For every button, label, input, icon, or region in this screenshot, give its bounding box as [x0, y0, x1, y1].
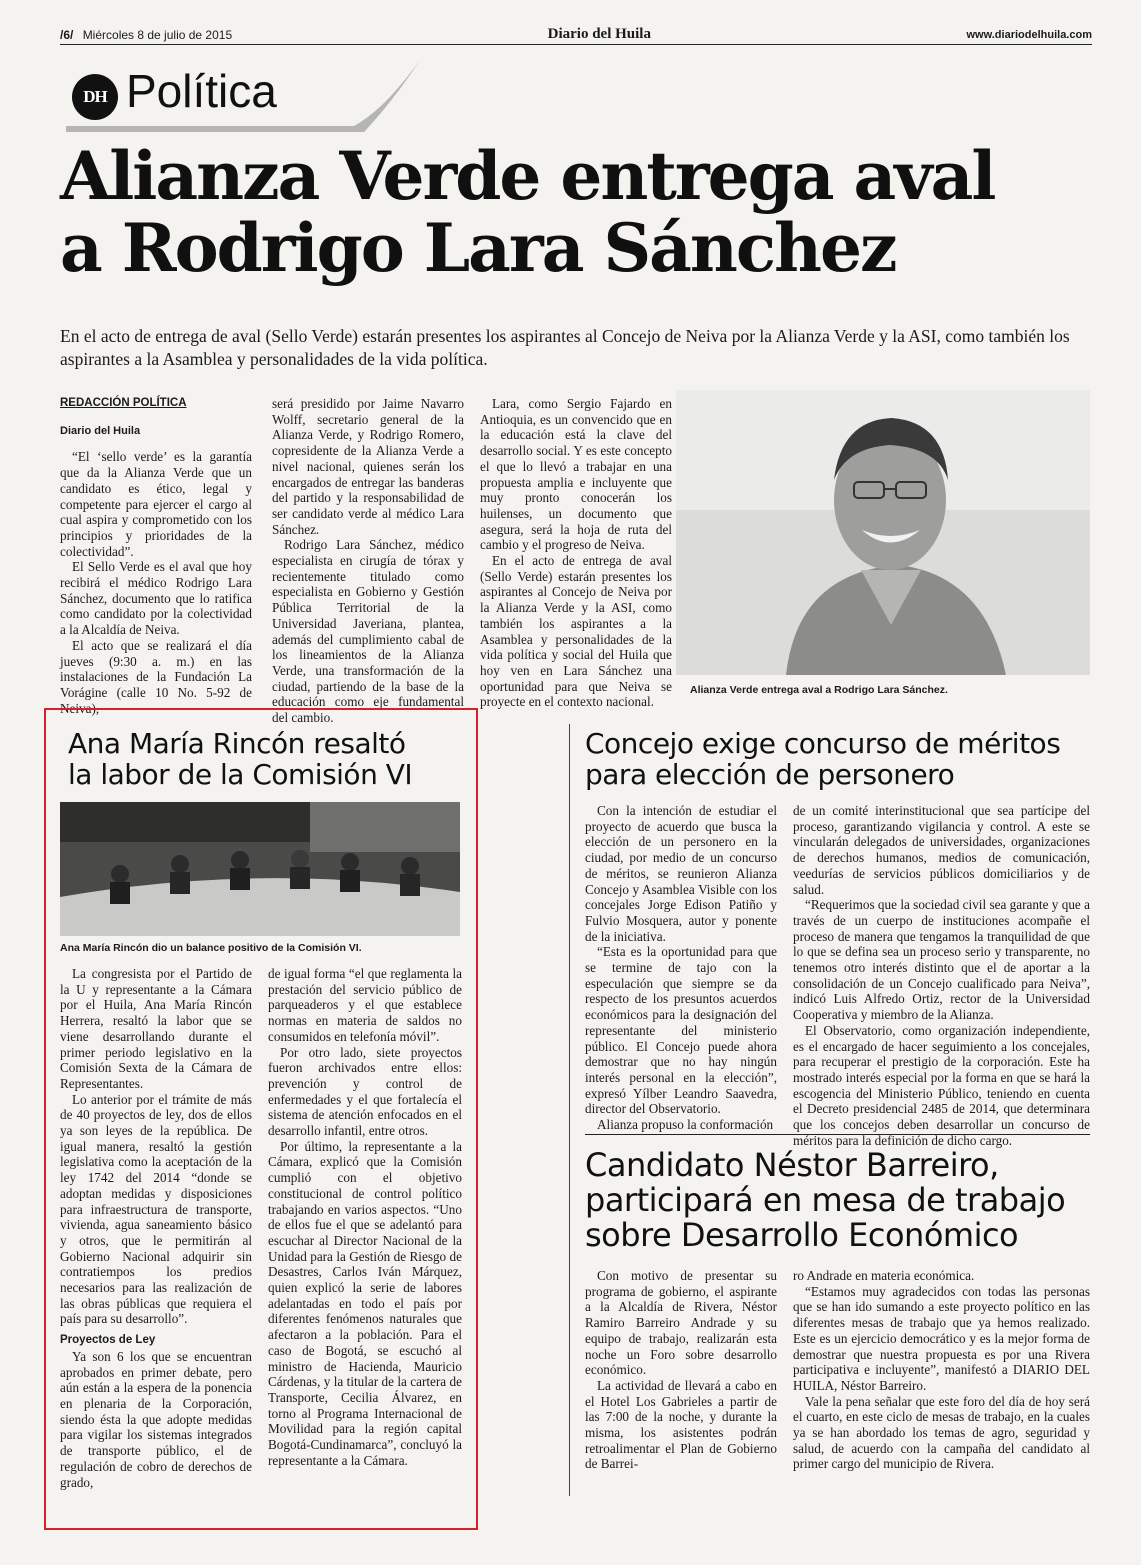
paragraph: será presidido por Jaime Navarro Wolff, secretario general de la Alianza Verde, y Rodrigo Romero, copresidente de la Alianza Verde a nivel nacional, quienes serán los encargados de entregar las banderas del partido y la responsabilidad de ser candidato verde al médico Lara Sánchez.: [272, 396, 464, 537]
brand-prefix: Diario del: [547, 26, 616, 42]
page-date: Miércoles 8 de julio de 2015: [82, 27, 233, 42]
paragraph: Lara, como Sergio Fajardo en Antioquia, es un convencido que en la educación está la clave del desarrollo social. Y es este concepto el que lo llevó a trabajar en una propuesta amplia e incluyente que muy pronto conocerán los huilenses, un documento que asegura, será la hoja de ruta del cambio y el progreso de Neiva.: [480, 396, 672, 553]
barreiro-headline: [585, 1148, 1095, 1253]
paragraph: Ya son 6 los que se encuentran aprobados en primer debate, pero aún están a la espera de la ponencia en plenaria de la Corporación, siendo ésta la que adopte medidas para vigilar los sistemas integrados de transporte público, el de regulación de cobro de derechos de grado,: [60, 1348, 252, 1490]
dh-logo: DH: [72, 74, 118, 120]
candidate-photo-caption: Alianza Verde entrega aval a Rodrigo Lara Sánchez.: [690, 684, 948, 696]
commission-meeting-image: [60, 802, 460, 936]
paragraph: Por otro lado, siete proyectos fueron archivados entre ellos: prevención y control de enfermedades y el que fortalecía el sistema de atención enfocados en el desarrollo infantil, entre otros.: [268, 1044, 462, 1139]
main-col-2: [272, 396, 464, 726]
barreiro-col-1: [585, 1268, 777, 1472]
paragraph: “Requerimos que la sociedad civil sea garante y que a través de un cuerpo de instituciones acompañe el proceso de manera que tengamos la tranquilidad de que lo que se defina sea un proceso serio y transparente, no tenemos otro interés distinto que el de aportar a la consolidación de un Concejo cualificado para Neiva”, indicó Luis Alfredo Ortiz, rector de la Universidad Cooperativa y miembro de la Alianza.: [793, 897, 1090, 1023]
concejo-col-1: [585, 803, 777, 1133]
paragraph: La actividad de llevará a cabo en el Hotel Los Gabrieles a partir de las 7:00 de la noche, y durante la misma, los asistentes podrán retroalimentar el Plan de Gobierno de Barrei-: [585, 1377, 777, 1472]
main-col-1: [60, 396, 252, 716]
barreiro-headline-line-1: Candidato Néstor Barreiro,: [585, 1146, 999, 1184]
paragraph: Con la intención de estudiar el proyecto de acuerdo que busca la elección de un personero en la ciudad, por medio de un concurso de méritos, se reunieron Alianza Concejo y Asamblea Visible con los concejales Jorge Edison Patiño y Fulvio Mosquera, autor y ponente de la iniciativa.: [585, 803, 777, 944]
candidate-portrait: [676, 390, 1090, 675]
article-divider: [585, 1134, 1090, 1135]
rincon-col-2: [268, 966, 462, 1469]
paragraph: Por último, la representante a la Cámara, explicó que la Comisión cumplió con el objetivo constitucional de control político trabajando en varios aspectos. “Uno de ellos fue el que se adelantó para escuchar al Director Nacional de la Unidad para la Gestión de Riesgo de Desastres, Carlos Iván Márquez, quien explicó la serie de labores adelantadas en todo el país por diferentes fenómenos naturales que afectaron a la población. Para el caso de Bogotá, se escuchó al ministro de Hacienda, Mauricio Cárdenas, y la titular de la cartera de Transporte, Cecilia Álvarez, en torno al Programa Internacional de Movilidad para la región capital Bogotá-Cundinamarca”, concluyó la representante a la Cámara.: [268, 1138, 462, 1468]
site-url: www.diariodelhuila.com: [966, 28, 1092, 41]
brand-bold: Huila: [615, 26, 651, 42]
paragraph: El Sello Verde es el aval que hoy recibirá el médico Rodrigo Lara Sánchez, documento que lo ratifica como candidato por la colectividad a la Alcaldía de Neiva.: [60, 559, 252, 638]
paragraph: Vale la pena señalar que este foro del día de hoy será el cuarto, en este ciclo de mesas de trabajo, en la cuales ya se han abordado los temas de agro, seguridad y salud, de acuerdo con la campaña del candidato al primer cargo del municipio de Rivera.: [793, 1393, 1090, 1472]
page-number: /6/: [60, 27, 74, 42]
paragraph: “Estamos muy agradecidos con todas las personas que se han ido sumando a este proyecto político en las diferentes mesas de trabajo que ya hemos realizado. Este es un ejercicio democrático y es la mejor forma de demostrar que nuestra propuesta es por una Rivera participativa e incluyente”, manifestó a DIARIO DEL HUILA, Néstor Barreiro.: [793, 1283, 1090, 1393]
rincon-headline-line-2: la labor de la Comisión VI: [68, 758, 413, 791]
barreiro-headline-line-3: sobre Desarrollo Económico: [585, 1216, 1019, 1254]
paragraph: La congresista por el Partido de la U y representante a la Cámara por el Huila, Ana María Rincón Herrera, resaltó la labor que se viene desarrollando durante el primer periodo legislativo en la Comisión Sexta de la Cámara de Representantes.: [60, 966, 252, 1091]
byline-section: REDACCIÓN POLÍTICA: [60, 397, 187, 409]
section-header: [64, 60, 424, 132]
paragraph: “Esta es la oportunidad para que se termine de tajo con la especulación que siempre se da respecto de los presuntos acuerdos económicos para la designación del representante del ministerio público. El Concejo puede ahora demostrar que no hay ningún interés personal en la elección”, expresó Yílber Leandro Saavedra, director del Observatorio.: [585, 944, 777, 1117]
concejo-col-2: [793, 803, 1090, 1148]
barreiro-headline-line-2: participará en mesa de trabajo: [585, 1181, 1066, 1219]
paragraph: Con motivo de presentar su programa de gobierno, el aspirante a la Alcaldía de Rivera, Néstor Ramiro Barreiro Andrade y su equipo de trabajo, realizarán esta noche un Foro sobre desarrollo económico.: [585, 1268, 777, 1378]
paragraph: de igual forma “el que reglamenta la prestación del servicio público de parqueaderos y el que establece normas en materia de saldos no consumidos en telefonía móvil”.: [268, 966, 462, 1044]
paragraph: Alianza propuso la conformación: [597, 1117, 774, 1133]
concejo-headline: [585, 728, 1095, 790]
paragraph: “El ‘sello verde’ es la garantía que da la Alianza Verde que un candidato es ético, legal y competente para ejercer el cargo al cual aspira y comprometido con los principios y prioridades de la colectividad”.: [60, 449, 252, 559]
lead-paragraph: En el acto de entrega de aval (Sello Verde) estarán presentes los aspirantes al Concejo de Neiva por la Alianza Verde y la ASI, como también los aspirantes a la Asamblea y personalidades de la vida política.: [60, 326, 1070, 369]
header-rule: [60, 44, 1092, 45]
barreiro-col-2: [793, 1268, 1090, 1472]
paragraph: Rodrigo Lara Sánchez, médico especialista en cirugía de tórax y recientemente titulado como especialista en Gobierno y Gestión Pública Territorial de la Universidad Javeriana, plantea, además del cumplimiento cabal de los lineamientos de la Alianza Verde, una transformación de la ciudad, partiendo de la base de la educación como eje fundamental del cambio.: [272, 537, 464, 726]
paragraph: de un comité interinstitucional que sea partícipe del proceso, garantizando vigilancia y control. A este se vincularán delegados de universidades, organizaciones de derechos humanos, medios de comunicación, veedurías de servicios públicos domiciliarios y de salud.: [793, 803, 1090, 897]
rincon-col-1: [60, 966, 252, 1490]
commission-photo: [60, 802, 460, 936]
main-col-3: [480, 396, 672, 710]
main-headline: [60, 137, 1100, 287]
concejo-headline-line-1: Concejo exige concurso de méritos: [585, 727, 1061, 760]
section-title: Política: [126, 65, 277, 117]
commission-photo-caption: Ana María Rincón dio un balance positivo de la Comisión VI.: [60, 942, 362, 954]
headline-line-2: a Rodrigo Lara Sánchez: [60, 209, 896, 287]
concejo-headline-line-2: para elección de personero: [585, 758, 955, 791]
paragraph: Lo anterior por el trámite de más de 40 proyectos de ley, dos de ellos ya son leyes de la república. De igual manera, resaltó la gestión legislativa como la aceptación de la ley 1742 del 2014 “donde se adoptan medidas y disposiciones para infraestructura de transporte, vivienda, agua saneamiento básico y otros, que le permitirán al Gobierno Nacional adquirir sin contratiempos los predios necesarios para las realización de las obras públicas que requiera el país para su desarrollo”.: [60, 1091, 252, 1327]
column-separator: [569, 724, 570, 1496]
newspaper-brand: [548, 26, 651, 43]
paragraph: El Observatorio, como organización independiente, es el encargado de hacer seguimiento a los concejales, para recuperar el prestigio de la corporación. Este ha mostrado interés especial por la forma en que se hará la escogencia del Ministerio Público, teniendo en cuenta el Decreto presidencial 2485 de 2014, que determinara que los concejos deben desarrollar un concurso de méritos para la definición de dicho cargo.: [793, 1022, 1090, 1148]
page-info: [60, 28, 232, 42]
paragraph: ro Andrade en materia económica.: [793, 1268, 975, 1283]
subhead-proyectos: Proyectos de Ley: [60, 1334, 156, 1347]
byline-source: Diario del Huila: [60, 424, 141, 437]
paragraph: El acto que se realizará el día jueves (9:30 a. m.) en las instalaciones de la Fundación La Vorágine (calle 10 No. 5-92 de Neiva),: [60, 637, 252, 716]
headline-line-1: Alianza Verde entrega aval: [60, 137, 995, 215]
rincon-headline-line-1: Ana María Rincón resaltó: [68, 727, 406, 760]
candidate-photo: [676, 390, 1090, 675]
rincon-headline: [68, 728, 468, 790]
page-header: [60, 26, 1092, 43]
paragraph: En el acto de entrega de aval (Sello Verde) estarán presentes los aspirantes al Concejo de Neiva por la Alianza Verde y la ASI, como también los aspirantes a la Asamblea y personalidades de la vida política y social del Huila que hoy ven en Lara Sánchez una oportunidad para que Neiva se proyecte en el contexto nacional.: [480, 553, 672, 710]
